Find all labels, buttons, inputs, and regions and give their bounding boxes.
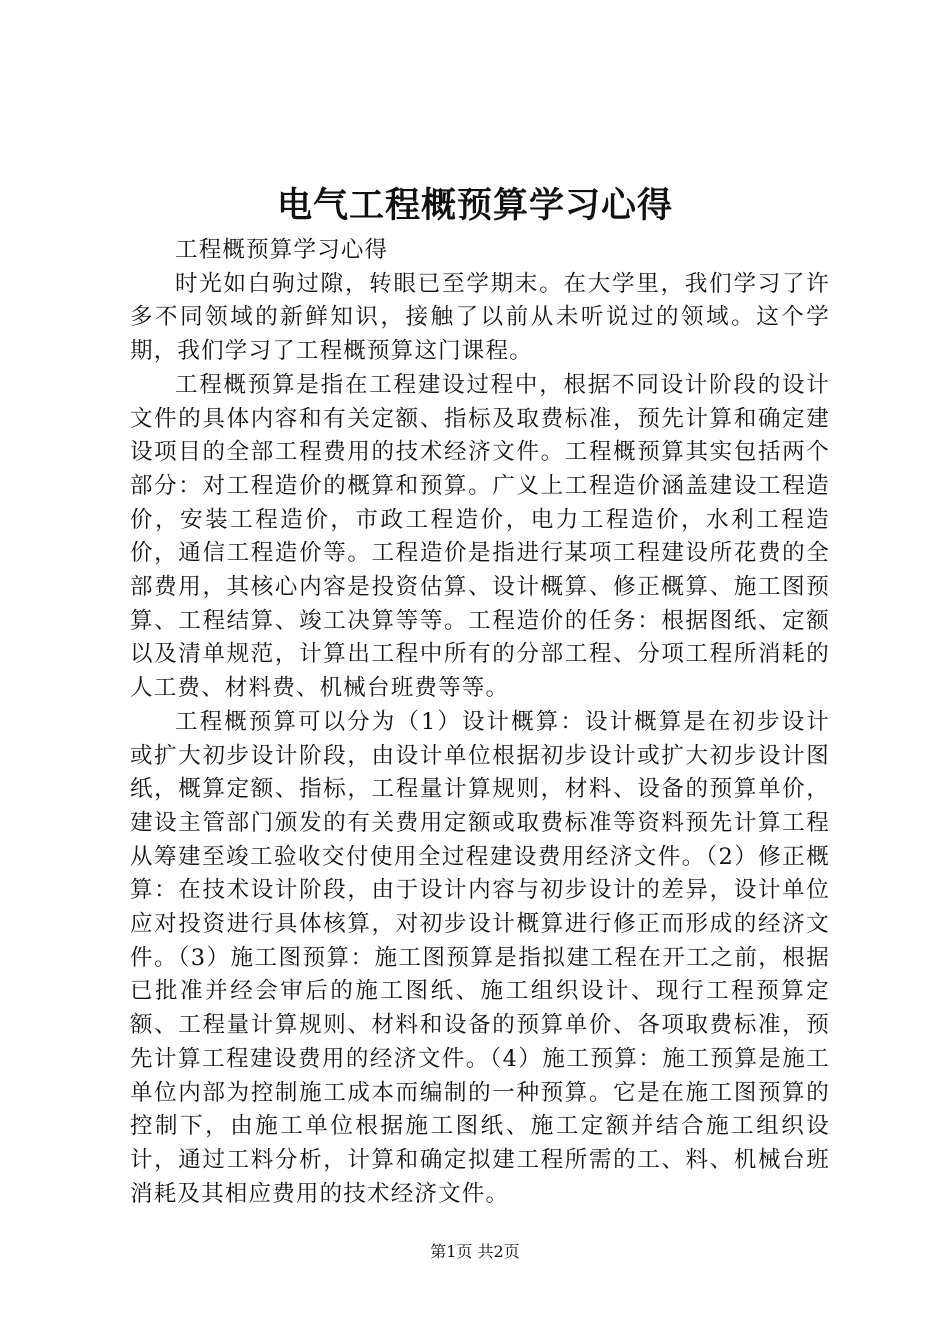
paragraph-subtitle: 工程概预算学习心得 bbox=[175, 237, 389, 263]
document-body bbox=[130, 234, 830, 1211]
paragraph-definition: 工程概预算是指在工程建设过程中，根据不同设计阶段的设计文件的具体内容和有关定额、指标及取费标准，预先计算和确定建设项目的全部工程费用的技术经济文件。工程概预算其实包括两个部分：对工程造价的概算和预算。广义上工程造价涵盖建设工程造价，安装工程造价，市政工程造价，电力工程造价，水利工程造价，通信工程造价等。工程造价是指进行某项工程建设所花费的全部费用，其核心内容是投资估算、设计概算、修正概算、施工图预算、工程结算、竣工决算等等。工程造价的任务：根据图纸、定额以及清单规范，计算出工程中所有的分部工程、分项工程所消耗的人工费、材料费、机械台班费等等。 bbox=[130, 371, 830, 702]
page-number-footer: 第1页 共2页 bbox=[430, 1242, 520, 1261]
document-title: 电气工程概预算学习心得 bbox=[276, 185, 673, 226]
paragraph-classification: 工程概预算可以分为（1）设计概算：设计概算是在初步设计或扩大初步设计阶段，由设计单位根据初步设计或扩大初步设计图纸，概算定额、指标，工程量计算规则，材料、设备的预算单价，建设主管部门颁发的有关费用定额或取费标准等资料预先计算工程从筹建至竣工验收交付使用全过程建设费用经济文件。（2）修正概算：在技术设计阶段，由于设计内容与初步设计的差异，设计单位应对投资进行具体核算，对初步设计概算进行修正而形成的经济文件。（3）施工图预算：施工图预算是指拟建工程在开工之前，根据已批准并经会审后的施工图纸、施工组织设计、现行工程预算定额、工程量计算规则、材料和设备的预算单价、各项取费标准，预先计算工程建设费用的经济文件。（4）施工预算：施工预算是施工单位内部为控制施工成本而编制的一种预算。它是在施工图预算的控制下，由施工单位根据施工图纸、施工定额并结合施工组织设计，通过工料分析，计算和确定拟建工程所需的工、料、机械台班消耗及其相应费用的技术经济文件。 bbox=[130, 708, 830, 1207]
paragraph-intro: 时光如白驹过隙，转眼已至学期末。在大学里，我们学习了许多不同领域的新鲜知识，接触了以前从未听说过的领域。这个学期，我们学习了工程概预算这门课程。 bbox=[130, 270, 830, 365]
